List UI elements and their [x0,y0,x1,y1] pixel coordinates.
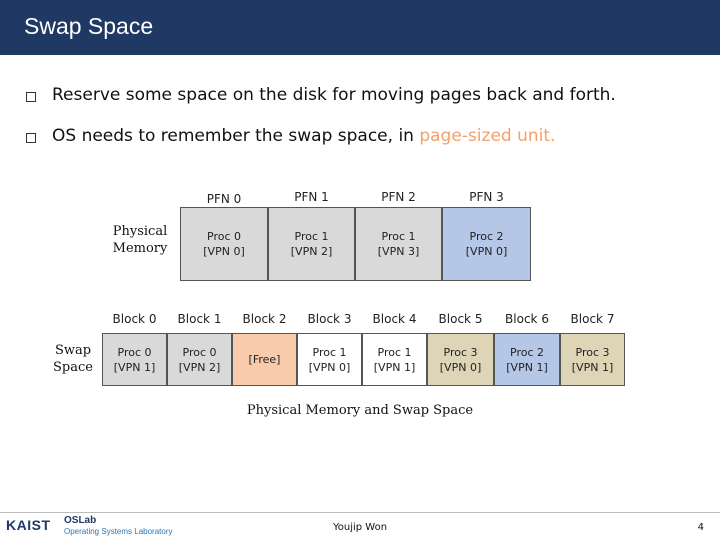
page-number: 4 [697,522,704,533]
pfn-cell-1 [268,207,355,281]
swap-block-process: Proc 2 [510,345,544,359]
pfn-cell-vpn: [VPN 2] [290,245,333,258]
oslab-logo-subtitle: Operating Systems Laboratory [64,527,173,536]
swap-block-vpn: [VPN 2] [178,360,221,374]
title-bar [0,0,720,55]
block-header-4: Block 4 [372,312,417,326]
swap-block-process: Proc 0 [117,345,152,359]
pfn-header-0: PFN 0 [206,192,242,206]
swap-block-process: Proc 3 [575,345,610,359]
bullet-text-1 [52,85,616,105]
bullet-2-text: OS needs to remember the swap space, in [52,126,420,146]
block-header-3: Block 3 [307,312,352,326]
pfn-cell-vpn: [VPN 0] [203,245,245,258]
diagram-caption: Physical Memory and Swap Space [246,403,474,418]
block-header-1: Block 1 [177,312,222,326]
swap-block-1 [167,333,232,386]
pfn-header-1: PFN 1 [294,190,329,204]
swap-block-vpn: [VPN 1] [113,360,156,374]
pfn-cell-vpn: [VPN 3] [377,245,420,258]
physical-memory-label: Physical Memory [112,224,168,256]
swap-block-vpn: [VPN 1] [373,360,416,374]
bullet-1-text: Reserve some space on the disk for moving pages back and forth. [52,85,616,105]
swap-space-label: Swap Space [53,343,93,375]
bullet-marker-2 [26,133,36,143]
swap-block-vpn: [VPN 1] [506,360,548,374]
pfn-cell-vpn: [VPN 0] [465,245,508,258]
swap-block-2 [232,333,297,386]
bullet-marker-1 [26,92,36,102]
block-header-7: Block 7 [570,312,615,326]
block-header-2: Block 2 [242,312,287,326]
swap-block-process: [Free] [248,353,281,366]
swap-block-vpn: [VPN 0] [308,360,351,374]
footer-divider [0,512,720,513]
pfn-cell-process: Proc 1 [381,230,416,243]
pfn-header-2: PFN 2 [381,190,416,204]
pfn-cell-0 [180,207,268,281]
pfn-cell-process: Proc 0 [207,230,241,243]
bullet-text-2 [52,126,555,146]
swap-block-vpn: [VPN 1] [571,360,614,374]
bullet-2-highlight: page-sized unit. [419,126,556,146]
swap-block-0 [102,333,167,386]
swap-block-process: Proc 3 [443,345,478,359]
swap-block-5 [427,333,494,386]
pfn-cell-process: Proc 2 [469,230,504,243]
swap-block-6 [494,333,560,386]
kaist-logo-text: KAIST [6,517,51,533]
swap-block-7 [560,333,625,386]
swap-block-process: Proc 1 [377,345,412,359]
author: Youjip Won [332,522,388,533]
block-header-6: Block 6 [505,312,549,326]
slide-title: Swap Space [24,13,154,39]
swap-block-process: Proc 1 [312,345,347,359]
block-header-5: Block 5 [438,312,483,326]
swap-block-process: Proc 0 [182,345,217,359]
pfn-header-3: PFN 3 [469,190,504,204]
pfn-cell-process: Proc 1 [294,230,329,243]
swap-block-4 [362,333,427,386]
swap-block-3 [297,333,362,386]
block-header-0: Block 0 [112,312,157,326]
pfn-cell-3 [442,207,531,281]
pfn-cell-2 [355,207,442,281]
oslab-logo-text: OSLab [64,515,97,526]
swap-block-vpn: [VPN 0] [439,360,482,374]
